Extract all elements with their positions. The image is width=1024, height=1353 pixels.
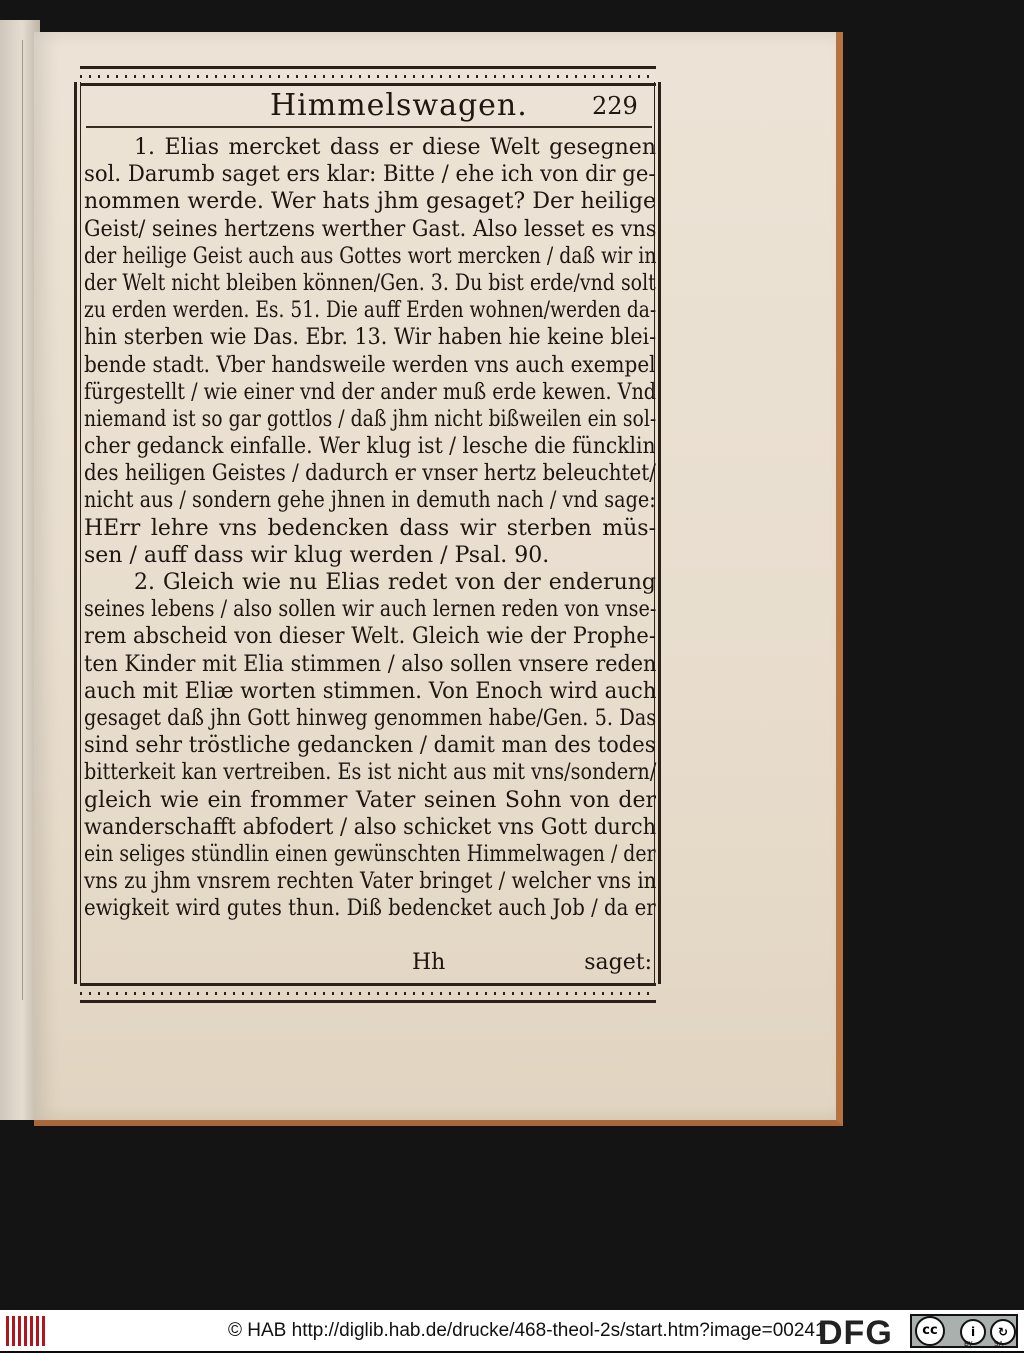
by-icon: i [960,1319,986,1345]
text-line: 1. Elias mercket dass er diese Welt gesegnen [134,135,656,160]
text-line: 2. Gleich wie nu Elias redet von der enderung [134,570,656,595]
text-line: des heiligen Geistes / dadurch er vnser hertz beleuchtet/ [84,461,656,487]
text-line: Geist/ seines hertzens werther Gast. Also lesset es vns [84,216,657,242]
text-line: ten Kinder mit Elia stimmen / also sollen vnsere reden [84,651,657,677]
text-line: sen / auff dass wir klug werden / Psal. 90. [84,542,550,568]
text-line: cher gedanck einfalle. Wer klug ist / lesche die füncklin [84,434,656,460]
text-line: der heilige Geist auch aus Gottes wort mercken / daß wir in [84,243,657,269]
catchword: saget: [584,950,652,975]
page-footer [84,950,652,978]
text-line: gesaget daß jhn Gott hinweg genommen habe/Gen. 5. Das [84,705,657,731]
text-line: zu erden werden. Es. 51. Die auff Erden wohnen/werden da- [84,298,657,324]
viewer-footer-bar [0,1310,1024,1351]
text-line: rem abscheid von dieser Welt. Gleich wie der Prophe- [84,624,656,650]
body-text [84,134,656,922]
cc-icon: cc [915,1316,945,1346]
text-line: fürgestellt / wie einer vnd der ander muß erde kewen. Vnd [84,379,657,405]
text-line: nicht aus / sondern gehe jhnen in demuth nach / vnd sage: [84,488,656,514]
text-line: vns zu jhm vnsrem rechten Vater bringet / welcher vns in [84,869,657,895]
by-label: BY [964,1340,973,1348]
text-line: HErr lehre vns bedencken dass wir sterben müs- [84,515,656,541]
frame-left [74,82,77,984]
text-line: sol. Darumb saget ers klar: Bitte / ehe ich von dir ge- [84,162,656,188]
frame-right [658,82,661,984]
facing-page-gutter-line [22,40,23,1000]
source-credit-link[interactable]: © HAB http://diglib.hab.de/drucke/468-theol-2s/start.htm?image=00241 [228,1320,826,1341]
sa-icon: ↻ [990,1319,1016,1345]
dfg-logo[interactable]: DFG [818,1314,893,1352]
text-line: gleich wie ein frommer Vater seinen Sohn von der [84,787,656,813]
text-line: nommen werde. Wer hats jhm gesaget? Der heilige [84,189,656,215]
text-line: der Welt nicht bleiben können/Gen. 3. Du bist erde/vnd solt [84,270,656,296]
frame-left-inner [80,82,81,984]
text-line: ein seliges stündlin einen gewünschten Himmelwagen / der [84,841,656,867]
text-line: auch mit Eliæ worten stimmen. Von Enoch wird auch [84,678,657,704]
head-rule [86,126,652,128]
sa-label: SA [994,1340,1004,1348]
text-line: ewigkeit wird gutes thun. Diß bedencket auch Job / da er [84,896,656,922]
text-line: hin sterben wie Das. Ebr. 13. Wir haben hie keine blei- [84,325,657,351]
cc-license-badge[interactable] [910,1314,1018,1348]
text-line: seines lebens / also sollen wir auch lernen reden von vnse- [84,597,657,623]
running-head: Himmelswagen. [270,88,528,123]
text-line: bende stadt. Vber handsweile werden vns auch exempel [84,352,656,378]
text-line: bitterkeit kan vertreiben. Es ist nicht aus mit vns/sondern/ [84,760,657,786]
text-line: wanderschafft abfodert / also schicket vns Gott durch [84,814,657,840]
page-number: 229 [592,92,638,120]
ornamental-rule-top [80,66,656,86]
ornamental-rule-bottom [80,983,656,1003]
text-line: sind sehr tröstliche gedancken / damit man des todes [84,733,656,759]
text-line: niemand ist so gar gottlos / daß jhm nicht bißweilen ein sol- [84,406,657,432]
signature-mark: Hh [412,950,446,975]
hab-logo-icon[interactable] [6,1316,46,1346]
